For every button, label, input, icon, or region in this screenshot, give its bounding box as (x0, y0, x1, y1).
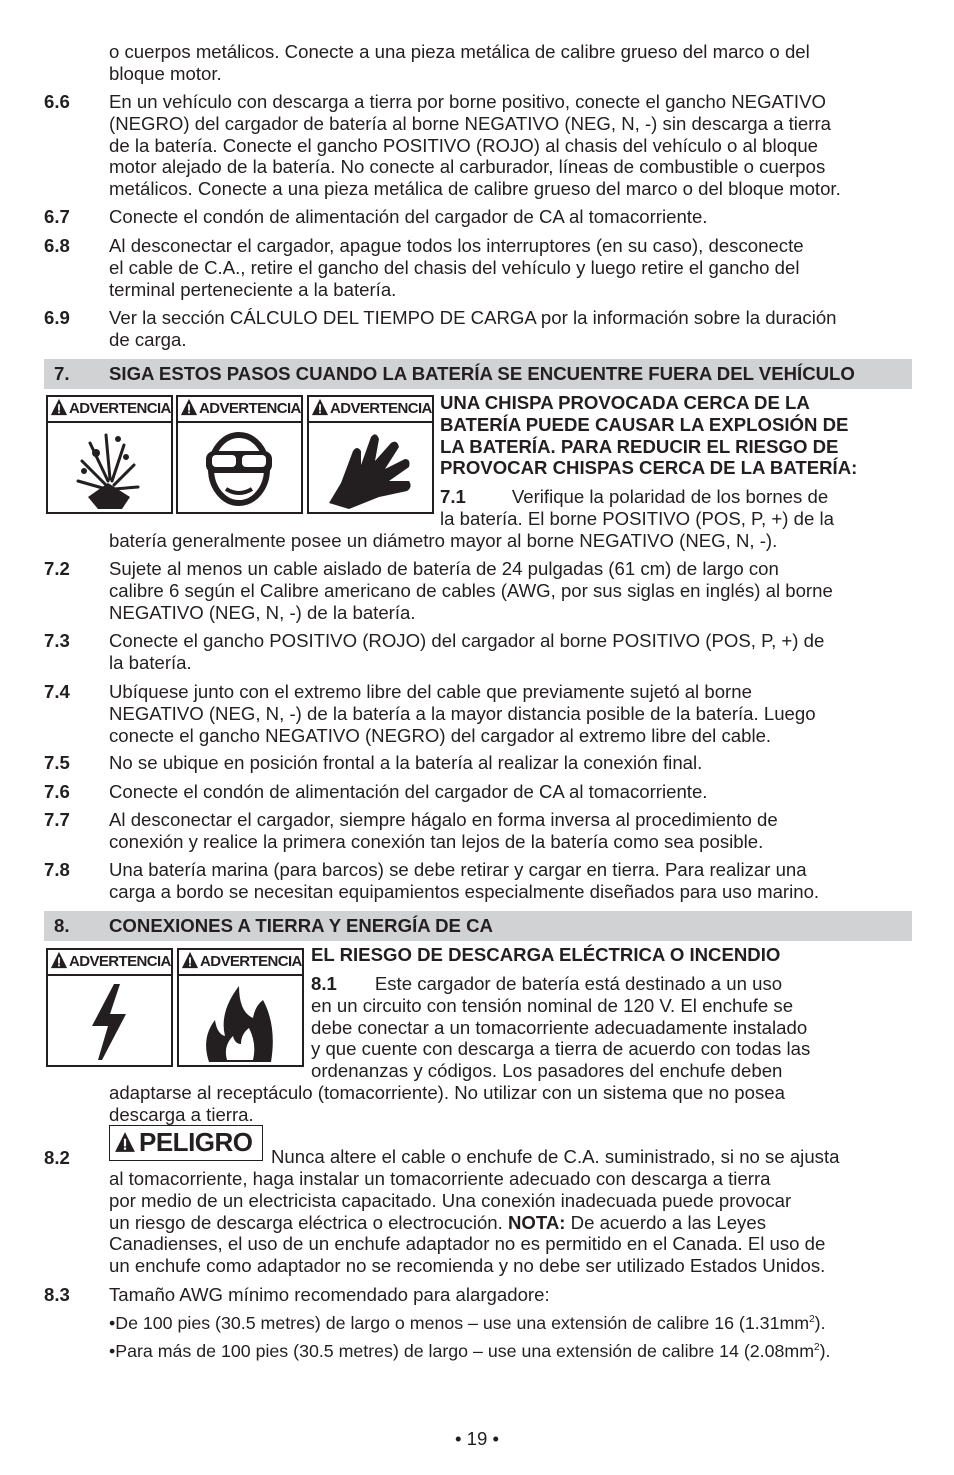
text-line: Verifique la polaridad de los bornes de (511, 486, 829, 507)
warning-label: ADVERTENCIA (199, 400, 301, 417)
item-number: 8.2 (44, 1147, 70, 1168)
text-span: De acuerdo a las Leyes (570, 1211, 766, 1233)
text-line: en un circuito con tensión nominal de 120 V. El enchufe se (311, 994, 794, 1016)
text-line: Conecte el condón de alimentación del cargador de CA al tomacorriente. (109, 206, 708, 227)
text-line: Ver la sección CÁLCULO DEL TIEMPO DE CARGA por la información sobre la duración (109, 307, 837, 328)
item-text (109, 859, 912, 903)
section-title: SIGA ESTOS PASOS CUANDO LA BATERÍA SE ENCUENTRE FUERA DEL VEHÍCULO (109, 363, 855, 384)
item-number: 8.3 (44, 1284, 70, 1305)
goggles-icon (178, 425, 301, 512)
text-line: conexión y realice la primera conexión tan lejos de la batería como sea posible. (109, 830, 764, 852)
page-number: • 19 • (454, 1428, 500, 1449)
text-line: y que cuente con descarga a tierra de acuerdo con todas las (311, 1038, 811, 1060)
warning-box-explosion (46, 395, 173, 514)
item-number: 6.9 (44, 307, 70, 328)
text-line: o cuerpos metálicos. Conecte a una pieza metálica de calibre grueso del marco o del (109, 41, 810, 62)
item-text (109, 91, 912, 200)
text-line: NEGATIVO (NEG, N, -) de la batería. (109, 601, 416, 623)
warning-box-goggles (176, 395, 303, 514)
text-line: No se ubique en posición frontal a la batería al realizar la conexión final. (109, 752, 703, 773)
text-line: de la batería. Conecte el gancho POSITIVO (ROJO) al chasis del vehículo o al bloque (109, 134, 819, 156)
text-line: LA BATERÍA. PARA REDUCIR EL RIESGO DE (440, 435, 839, 457)
bullet-item (109, 1341, 912, 1363)
item-7-1 (440, 486, 910, 530)
item-text (109, 206, 912, 228)
text-line: la batería. El borne POSITIVO (POS, P, +) de la (440, 507, 834, 529)
text-line: Al desconectar el cargador, siempre hágalo en forma inversa al procedimiento de (109, 809, 778, 830)
superscript: 2 (814, 1342, 820, 1354)
text-line: PROVOCAR CHISPAS CERCA DE LA BATERÍA: (440, 457, 858, 479)
item-number: 6.7 (44, 206, 70, 227)
text-line: metálicos. Conecte a una pieza metálica de calibre grueso del marco o del bloque motor. (109, 178, 841, 200)
electric-shock-icon (48, 978, 171, 1065)
text-line: Al desconectar el cargador, apague todos los interruptores (en su caso), desconecte (109, 235, 804, 256)
text-line: el cable de C.A., retire el gancho del chasis del vehículo y luego retire el gancho del (109, 256, 800, 278)
item-number: 7.6 (44, 781, 70, 802)
note-label: NOTA: (507, 1211, 566, 1233)
item-number: 6.8 (44, 235, 70, 256)
bullet-text: •Para más de 100 pies (30.5 metres) de largo – use una extensión de calibre 14 (2.08mm (109, 1341, 815, 1361)
text-line: descarga a tierra. (109, 1103, 254, 1125)
text-line: Ubíquese junto con el extremo libre del cable que previamente sujetó al borne (109, 681, 752, 702)
text-line: un enchufe como adaptador no se recomienda y no debe ser utilizado Estados Unidos. (109, 1255, 826, 1277)
item-text (109, 752, 912, 774)
item-text (109, 630, 912, 674)
superscript: 2 (809, 1314, 815, 1326)
warning-triangle-icon (180, 398, 198, 416)
item-text (109, 558, 912, 623)
text-line: la batería. (109, 651, 192, 673)
item-number: 7.4 (44, 681, 70, 702)
text-line: de carga. (109, 328, 187, 350)
warning-header (178, 397, 301, 423)
text-line: NEGATIVO (NEG, N, -) de la batería a la mayor distancia posible de la batería. Luego (109, 702, 816, 724)
section-title: CONEXIONES A TIERRA Y ENERGÍA DE CA (109, 915, 493, 936)
text-line: conecte el gancho NEGATIVO (NEGRO) del cargador al extremo libre del cable. (109, 724, 772, 746)
section-7-header (44, 359, 912, 389)
item-number: 7.1 (440, 486, 466, 507)
text-line: Conecte el condón de alimentación del cargador de CA al tomacorriente. (109, 781, 708, 802)
text-line: batería generalmente posee un diámetro mayor al borne NEGATIVO (NEG, N, -). (109, 530, 778, 551)
section-7-caution (440, 392, 910, 479)
text-line: (NEGRO) del cargador de batería al borne NEGATIVO (NEG, N, -) sin descarga a tierra (109, 112, 831, 134)
item-text (109, 235, 912, 300)
item-8-2-first-line: Nunca altere el cable o enchufe de C.A. suministrado, si no se ajusta (271, 1146, 840, 1167)
text-line (109, 1212, 912, 1234)
warning-triangle-icon (50, 951, 68, 969)
warning-triangle-icon (311, 398, 329, 416)
warning-label: ADVERTENCIA (200, 953, 302, 970)
warning-header (309, 397, 432, 423)
item-7-1-continued (109, 530, 912, 552)
text-line: Conecte el gancho POSITIVO (ROJO) del cargador al borne POSITIVO (POS, P, +) de (109, 630, 825, 651)
continuation-text (109, 41, 912, 85)
section-number: 7. (54, 363, 70, 384)
section-8-header (44, 911, 912, 941)
warning-box-fire (177, 948, 304, 1067)
text-line: motor alejado de la batería. No conecte al carburador, líneas de combustible o cuerpos (109, 156, 826, 178)
text-line: Una batería marina (para barcos) se debe retirar y cargar en tierra. Para realizar una (109, 859, 807, 880)
warning-triangle-icon (50, 398, 68, 416)
item-8-1 (311, 973, 911, 1082)
danger-label-box (109, 1125, 263, 1161)
item-text: Tamaño AWG mínimo recomendado para alargadore: (109, 1284, 550, 1305)
warning-header (48, 397, 171, 423)
section-number: 8. (54, 915, 70, 936)
text-line: terminal perteneciente a la batería. (109, 278, 397, 300)
text-line: UNA CHISPA PROVOCADA CERCA DE LA (440, 392, 810, 413)
text-line: BATERÍA PUEDE CAUSAR LA EXPLOSIÓN DE (440, 413, 849, 435)
item-text (109, 809, 912, 853)
warning-label: ADVERTENCIA (69, 400, 171, 417)
warning-header (179, 950, 302, 976)
warning-label: ADVERTENCIA (330, 400, 432, 417)
warning-triangle-icon (114, 1131, 136, 1153)
item-number: 8.1 (311, 973, 337, 994)
text-line: por medio de un electricista capacitado. Una conexión inadecuada puede provocar (109, 1189, 792, 1211)
fire-icon (179, 978, 302, 1065)
text-line: debe conectar a un tomacorriente adecuadamente instalado (311, 1016, 808, 1038)
item-number: 7.3 (44, 630, 70, 651)
item-number: 6.6 (44, 91, 70, 112)
warning-box-glove (307, 395, 434, 514)
item-number: 7.2 (44, 558, 70, 579)
text-line: Sujete al menos un cable aislado de batería de 24 pulgadas (61 cm) de largo con (109, 558, 779, 579)
bullet-text: •De 100 pies (30.5 metres) de largo o menos – use una extensión de calibre 16 (1.31mm (109, 1313, 810, 1333)
text-line: bloque motor. (109, 62, 222, 84)
item-text (109, 681, 912, 746)
explosion-icon (48, 425, 171, 512)
item-number: 7.5 (44, 752, 70, 773)
warning-label: ADVERTENCIA (69, 953, 171, 970)
glove-icon (309, 425, 432, 512)
danger-label: PELIGRO (139, 1127, 253, 1157)
item-number: 7.7 (44, 809, 70, 830)
section-8-caution: EL RIESGO DE DESCARGA ELÉCTRICA O INCENDIO (311, 944, 781, 965)
warning-triangle-icon (181, 951, 199, 969)
bullet-end: ). (814, 1313, 826, 1333)
text-line: En un vehículo con descarga a tierra por borne positivo, conecte el gancho NEGATIVO (109, 91, 826, 112)
text-line: Este cargador de batería está destinado a un uso (374, 973, 783, 994)
item-text (109, 307, 912, 351)
text-line: carga a bordo se necesitan equipamientos especialmente diseñados para uso marino. (109, 880, 820, 902)
bullet-item (109, 1313, 912, 1335)
warning-header (48, 950, 171, 976)
warning-box-electric (46, 948, 173, 1067)
text-line: Canadienses, el uso de un enchufe adaptador no es permitido en el Canada. El uso de (109, 1233, 826, 1255)
item-8-1-continued (109, 1082, 912, 1126)
item-8-2-text (109, 1168, 912, 1277)
text-line: al tomacorriente, haga instalar un tomacorriente adecuado con descarga a tierra (109, 1168, 771, 1189)
text-line: adaptarse al receptáculo (tomacorriente). No utilizar con un sistema que no posea (109, 1082, 785, 1103)
item-number: 7.8 (44, 859, 70, 880)
text-span: un riesgo de descarga eléctrica o electrocución. (109, 1211, 503, 1233)
text-line: calibre 6 según el Calibre americano de cables (AWG, por sus siglas en inglés) al borne (109, 579, 833, 601)
item-text (109, 781, 912, 803)
text-line: ordenanzas y códigos. Los pasadores del enchufe deben (311, 1060, 783, 1082)
bullet-end: ). (819, 1341, 831, 1361)
